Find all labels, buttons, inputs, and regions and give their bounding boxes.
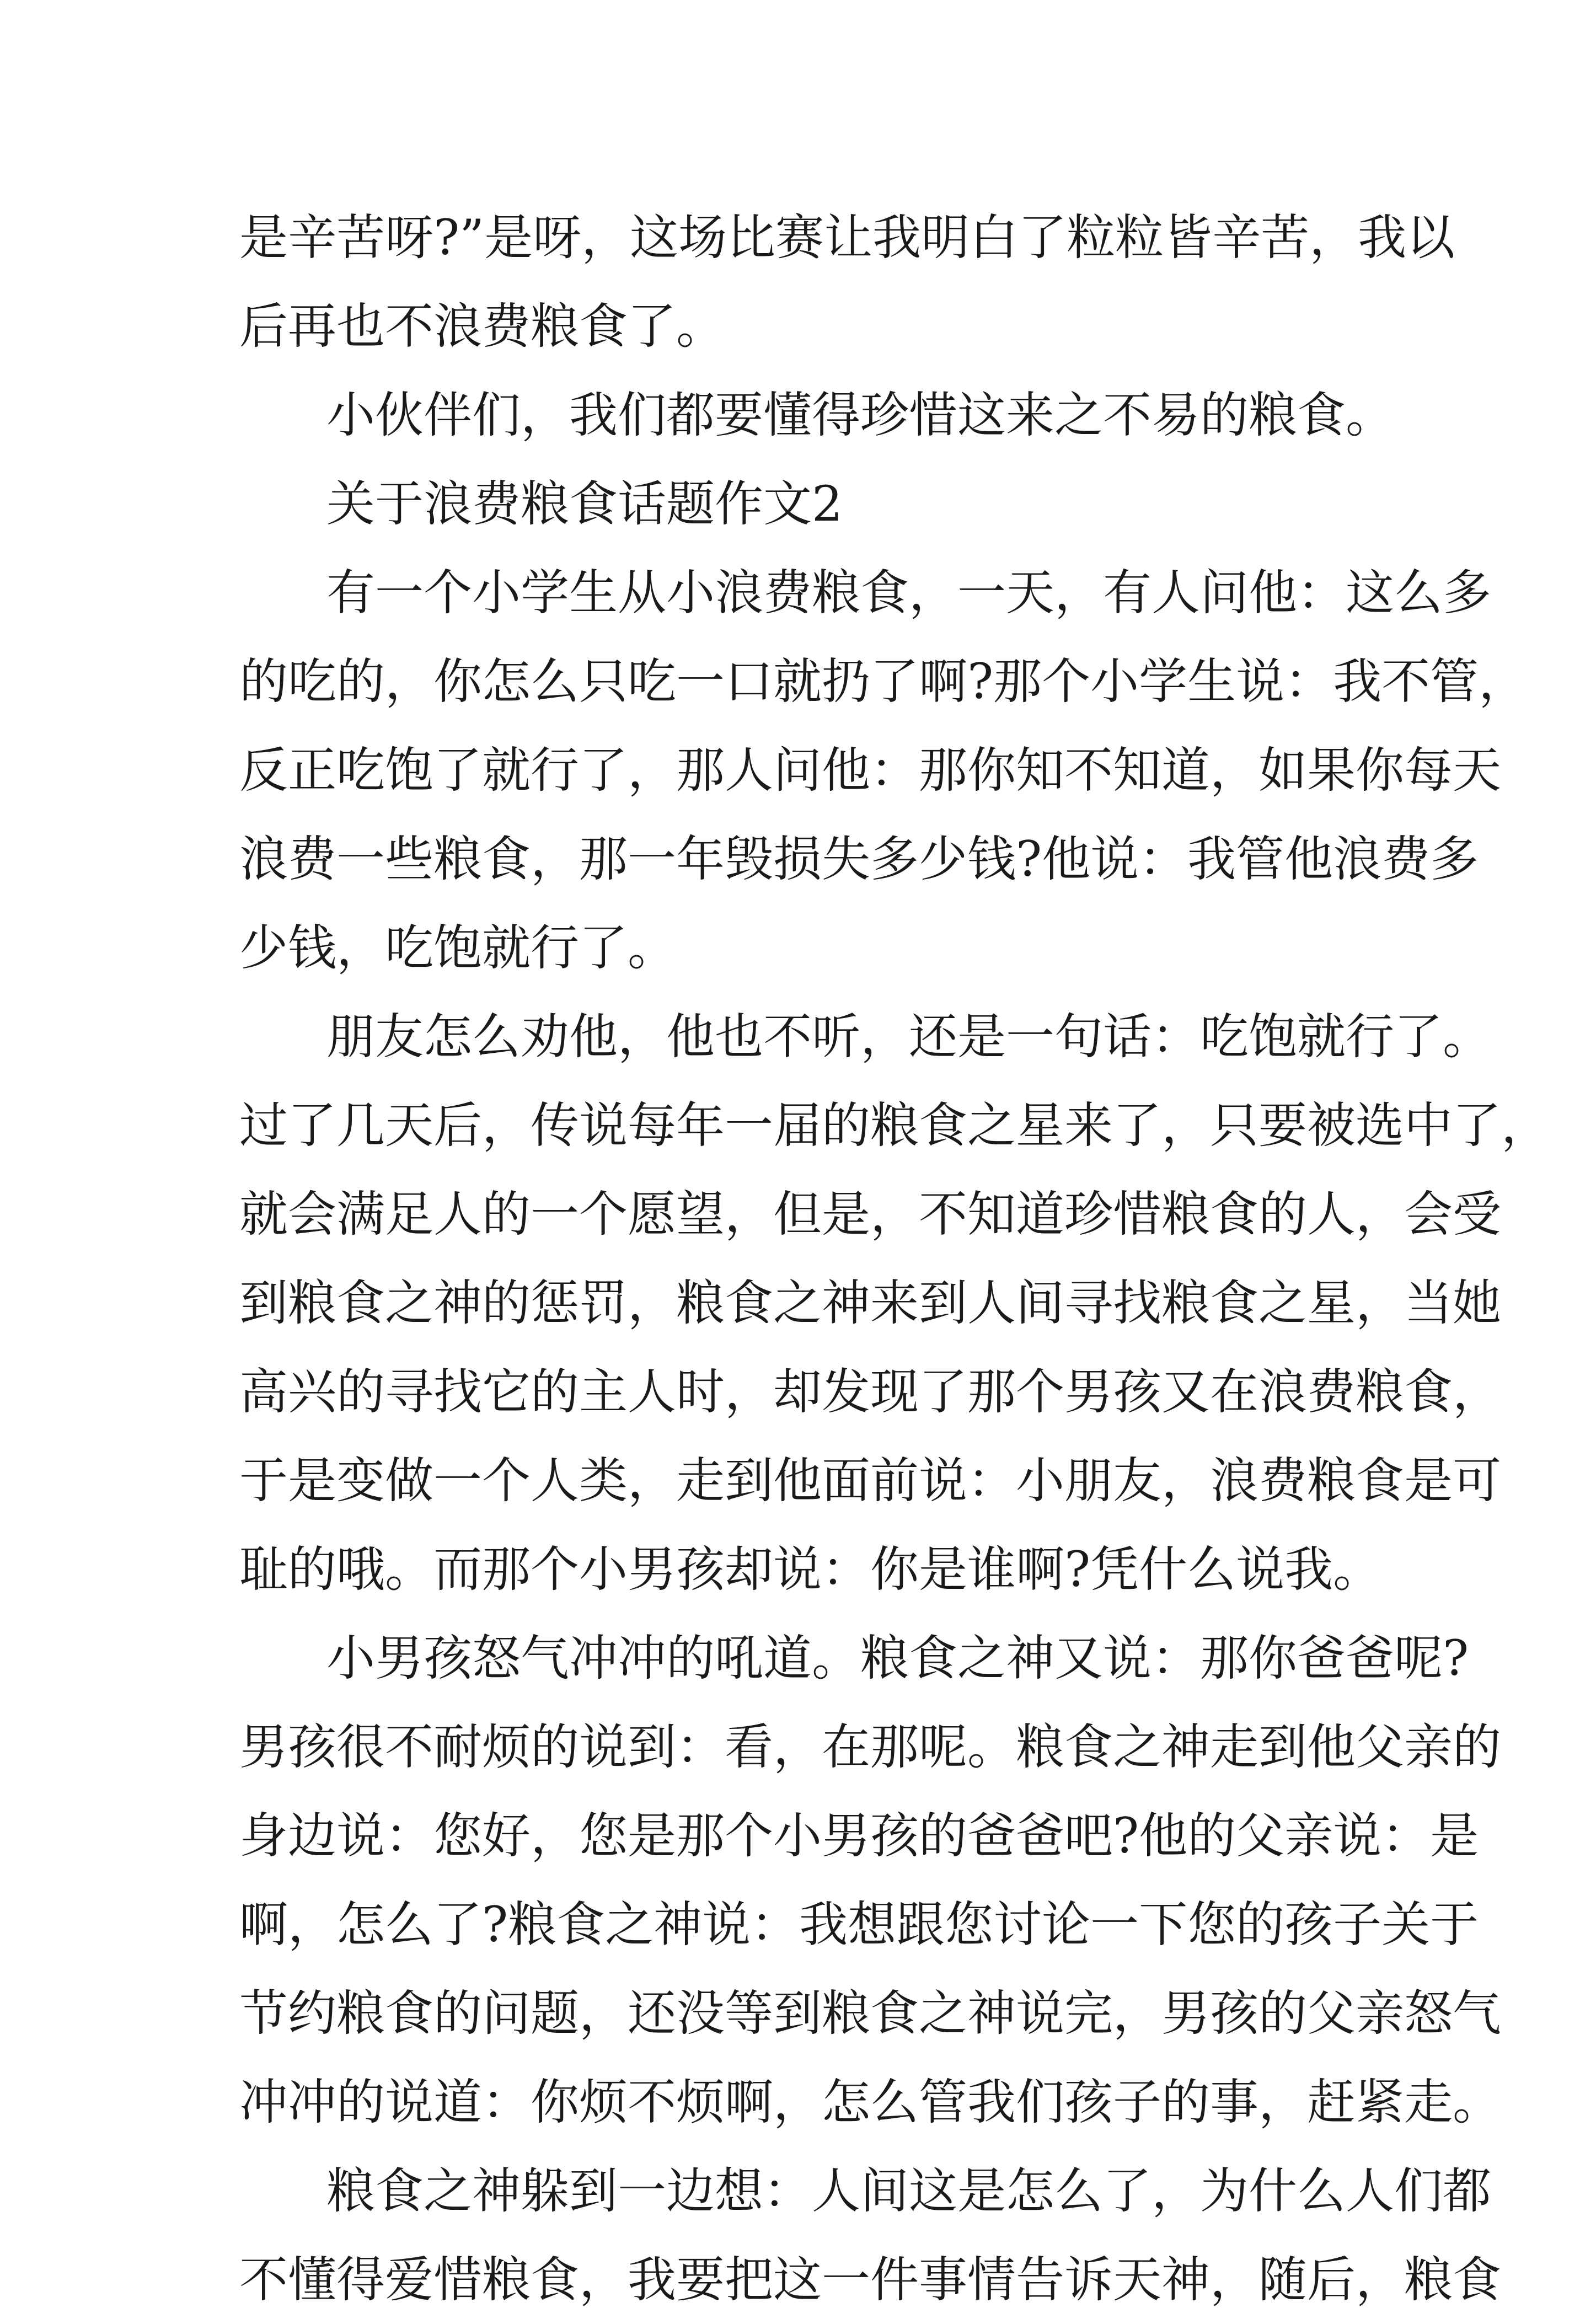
text-line: 小伙伴们，我们都要懂得珍惜这来之不易的粮食。: [326, 387, 1395, 443]
text-line: 冲冲的说道：你烦不烦啊，怎么管我们孩子的事，赶紧走。: [239, 2074, 1502, 2130]
text-line: 就会满足人的一个愿望，但是，不知道珍惜粮食的人，会受: [239, 1186, 1502, 1243]
text-line: 是辛苦呀?”是呀，这场比赛让我明白了粒粒皆辛苦，我以: [239, 209, 1455, 266]
text-line: 高兴的寻找它的主人时，却发现了那个男孩又在浪费粮食，: [239, 1363, 1502, 1420]
text-line: 小男孩怒气冲冲的吼道。粮食之神又说：那你爸爸呢?: [326, 1630, 1469, 1686]
text-line: 反正吃饱了就行了，那人问他：那你知不知道，如果你每天: [239, 742, 1502, 799]
text-line: 不懂得爱惜粮食，我要把这一件事情告诉天神，随后，粮食: [239, 2251, 1502, 2308]
text-line: 男孩很不耐烦的说到：看，在那呢。粮食之神走到他父亲的: [239, 1718, 1502, 1775]
document-body: [239, 193, 1550, 2324]
text-line: 到粮食之神的惩罚，粮食之神来到人间寻找粮食之星，当她: [239, 1275, 1502, 1331]
text-line: 少钱，吃饱就行了。: [239, 919, 677, 976]
text-line: 粮食之神躲到一边想：人间这是怎么了，为什么人们都: [326, 2162, 1492, 2219]
text-line: 耻的哦。而那个小男孩却说：你是谁啊?凭什么说我。: [239, 1541, 1382, 1598]
text-line: 于是变做一个人类，走到他面前说：小朋友，浪费粮食是可: [239, 1452, 1502, 1509]
text-line: 过了几天后，传说每年一届的粮食之星来了，只要被选中了，: [239, 1097, 1550, 1154]
section-heading: 关于浪费粮食话题作文2: [326, 475, 843, 532]
text-line: 的吃的，你怎么只吃一口就扔了啊?那个小学生说：我不管，: [239, 653, 1528, 710]
text-line: 啊，怎么了?粮食之神说：我想跟您讨论一下您的孩子关于: [239, 1896, 1479, 1953]
text-line: 节约粮食的问题，还没等到粮食之神说完，男孩的父亲怒气: [239, 1985, 1502, 2042]
text-line: 后再也不浪费粮食了。: [239, 298, 725, 355]
text-line: 朋友怎么劝他，他也不听，还是一句话：吃饱就行了。: [326, 1008, 1492, 1065]
text-line: 身边说：您好，您是那个小男孩的爸爸吧?他的父亲说：是: [239, 1807, 1479, 1864]
text-line: 浪费一些粮食，那一年毁损失多少钱?他说：我管他浪费多: [239, 831, 1479, 887]
text-line: 有一个小学生从小浪费粮食，一天，有人问他：这么多: [326, 564, 1492, 621]
